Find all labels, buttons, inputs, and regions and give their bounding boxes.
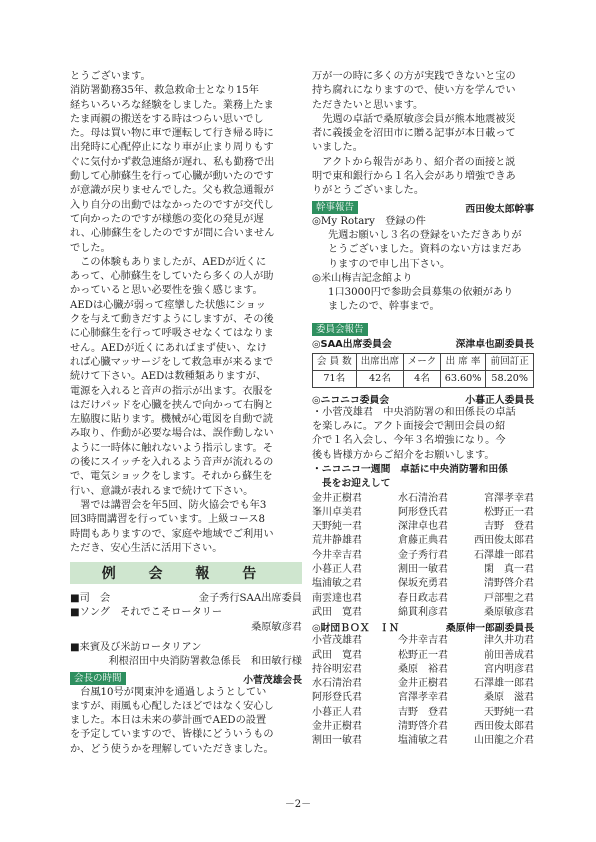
member-name: 小暮正人君 — [312, 706, 362, 718]
attendance-cell: 会 員 数 — [313, 353, 357, 370]
text-line: 経ちいろいろな経験をしました。業務上たま — [70, 99, 274, 111]
rotary-item: ◎My Rotary 登録の件 — [312, 215, 426, 227]
member-name: 春日政志君 — [398, 592, 448, 604]
member-name: 保坂充勇君 — [398, 578, 448, 590]
text-line: とうございます。 — [70, 71, 151, 82]
attendance-cell: 前回訂正 — [486, 353, 534, 370]
text-line: の後にスイッチを入れるよう音声が流れるの — [70, 457, 274, 469]
text-line: りがとうございました。 — [312, 185, 425, 197]
text-line: 時間もありますので、家庭や地域でご利用い — [70, 528, 274, 540]
weekly-names — [312, 492, 534, 621]
member-name: 前田善成君 — [484, 649, 534, 661]
section-title-banner — [70, 562, 302, 584]
text-line: ました。本日は未来の夢計画でAEDの設置 — [70, 715, 267, 727]
text-line: 台風10号が関東沖を通過しようとしてい — [80, 686, 267, 698]
text-line: あって、心肺蘇生をしていたら多くの人が助 — [70, 271, 274, 283]
right-intro-text — [312, 70, 534, 113]
member-name: 桑原 裕君 — [398, 663, 448, 675]
guests-label: ■来賓及び米訪ロータリアン — [70, 641, 202, 653]
text-line: 介で１名入会し、今年３名増強になり。今 — [312, 435, 506, 447]
member-name: 峯川卓美君 — [312, 506, 362, 518]
song-value: 桑原敏彦君 — [251, 621, 302, 633]
member-name: 阿形登氏君 — [398, 506, 448, 518]
member-name: 小菅茂雄君 — [312, 635, 362, 647]
attendance-cell: 58.20% — [486, 370, 534, 387]
section-title: 例 会 報 告 — [101, 566, 271, 583]
text-line: み取り、作動が必要な場合は、誤作動しない — [70, 428, 274, 440]
text-line: 持ち腐れになりますので、使い方を学んでい — [312, 85, 516, 97]
guests-value: 利根沼田中央消防署救急係長 和田敏行様 — [108, 656, 302, 668]
member-name: 石澤雄一郎君 — [474, 678, 534, 690]
member-name: 宮澤孝幸君 — [484, 492, 534, 504]
box-title: ◎財団ＢＯＸ ＩＮ — [312, 623, 399, 635]
attendance-cell: 4名 — [404, 370, 441, 387]
right-donation-paragraph — [312, 113, 534, 156]
member-name: 桑原敏彦君 — [484, 606, 534, 618]
member-name: 今井幸吉君 — [312, 549, 362, 561]
iinkai-badge: 委員会報告 — [312, 323, 368, 336]
right-column — [312, 70, 534, 749]
text-line: ますが、雨風も心配したほどではなく安心し — [70, 700, 274, 712]
member-name: 割田一敏君 — [398, 564, 448, 576]
text-line: 後も皆様方からご紹介をお願いします。 — [312, 449, 495, 461]
shikai-value: 金子秀行SAA出席委員 — [198, 593, 302, 605]
text-line: ・小菅茂雄君 中央消防署の和田係長の卓話 — [312, 406, 516, 418]
member-name: 小暮正人君 — [312, 564, 362, 576]
member-name: 吉野 登君 — [398, 706, 448, 718]
text-line: た。母は買い物に車で運転して行き帰る時に — [70, 128, 274, 140]
text-line: ただきたいと思います。 — [312, 99, 424, 111]
text-line: を予定していますので、皆様にどういうもの — [70, 729, 274, 741]
text-line: が意識が戻りませんでした。父も救急通報が — [70, 185, 274, 197]
text-line: たま両親の搬送をする時はつらい思いでし — [70, 113, 264, 125]
member-name: 山田龍之介君 — [474, 735, 534, 747]
text-line: で、電気ショックをします。それから蘇生を — [70, 471, 273, 483]
left-column — [70, 70, 302, 757]
member-name: 宮澤孝幸君 — [398, 692, 448, 704]
saa-title: ◎SAA出席委員会 — [312, 338, 392, 350]
text-line: アクトから報告があり、紹介者の面接と説 — [322, 156, 516, 168]
member-name: 閑 真一君 — [484, 564, 534, 576]
shikai-row — [70, 592, 302, 606]
niko-header — [312, 392, 534, 406]
text-line: 出発時に心配停止になり車が止まり周りもす — [70, 142, 274, 154]
text-line: かっていると思い必要性を強く感じます。 — [70, 285, 263, 297]
member-name: 天野純一君 — [484, 706, 534, 718]
text-line: AEDは心臓が弱って痙攣した状態にショッ — [70, 299, 266, 311]
member-name: 水石清治君 — [398, 492, 448, 504]
text-line: はだけパッドを心臓を挟んで向かって右胸と — [70, 399, 274, 411]
member-name: 松野正一君 — [398, 649, 448, 661]
iinkai-header — [312, 317, 534, 336]
member-name: 南雲達也君 — [312, 592, 362, 604]
text-line: ただき、安心生活に活用下さい。 — [70, 542, 223, 554]
member-name: 今井幸吉君 — [398, 635, 448, 647]
rotary-text — [312, 229, 534, 272]
yonezawa-item: ◎米山梅吉記念館より — [312, 272, 413, 284]
text-line: とうございました。資料のない方はまだあ — [328, 244, 522, 256]
text-line: この体験もありましたが、AEDが近くに — [80, 256, 267, 268]
member-name: 天野純一君 — [312, 521, 362, 533]
attendance-value-row — [313, 370, 534, 387]
member-name: 戸部聖之君 — [484, 592, 534, 604]
text-line: に心肺蘇生を行って呼吸させなくてはなりま — [70, 328, 274, 340]
attendance-cell: 出席出席 — [356, 353, 404, 370]
text-line: を楽しみに。アクト面接会で割田会員の紹 — [312, 421, 506, 433]
text-line: 続けて下さい。AEDは数種類ありますが、 — [70, 371, 267, 383]
text-line: 行い、意識が表れるまで続けて下さい。 — [70, 485, 254, 497]
niko-title: ◎ニコニコ委員会 — [312, 394, 390, 406]
attendance-cell: メーク — [404, 353, 441, 370]
niko-chair: 小暮正人委員長 — [465, 394, 534, 406]
box-header — [312, 620, 534, 634]
member-name: 宮内明彦君 — [484, 663, 534, 675]
text-line: 万が一の時に多くの方が実践できないと宝の — [312, 71, 516, 82]
text-line: いました。 — [312, 142, 363, 154]
text-line: 入り自分の出動ではなかったのですが交代し — [70, 199, 274, 211]
left-intro-text — [70, 70, 302, 256]
member-name: 吉野 登君 — [484, 521, 534, 533]
member-name: 金井正樹君 — [312, 492, 362, 504]
shikai-label: ■司 会 — [70, 593, 111, 605]
text-line: 先週の卓話で桑原敏彦会員が熊本地震被災 — [322, 113, 516, 125]
text-line: ぐに気付かず救急連絡が遅れ、私も勤務で出 — [70, 156, 275, 168]
text-line: れば心臓マッサージをして救急車が来るまで — [70, 356, 274, 368]
member-name: 水石清治君 — [312, 678, 362, 690]
member-name: 津久井功君 — [484, 635, 534, 647]
member-name: 金井正樹君 — [398, 678, 448, 690]
right-act-paragraph — [312, 156, 534, 199]
kanji-header — [312, 201, 534, 215]
kaicho-badge: 会長の時間 — [70, 672, 126, 685]
member-name: 石澤雄一郎君 — [474, 549, 534, 561]
text-line: ように一時体に触れないよう指示します。そ — [70, 442, 273, 454]
text-line: 消防署勤務35年、救急救命士となり15年 — [70, 85, 259, 97]
member-name: 割田一敏君 — [312, 735, 362, 747]
text-line: 者に義援金を沼田市に贈る記事が本日載って — [312, 128, 516, 140]
member-name: 荒井静雄君 — [312, 535, 362, 547]
yonezawa-text — [312, 286, 534, 315]
text-line: て向かったのですが様態の変化の発見が遅 — [70, 213, 264, 225]
kaicho-name: 小菅茂雄会長 — [243, 674, 302, 686]
member-name: 西田俊太郎君 — [474, 720, 534, 732]
kanji-name: 西田俊太郎幹事 — [465, 203, 534, 215]
kanji-badge: 幹事報告 — [312, 201, 358, 214]
weekly-line1: ・ニコニコ一週間 卓話に中央消防署和田係 — [312, 463, 508, 475]
text-line: 明で東和銀行から１名入会があり増強できあ — [312, 171, 516, 183]
text-line: 動して心肺蘇生を行って心臓が動いたのです — [70, 171, 274, 183]
text-line: 先週お願いし３名の登録をいただきありが — [328, 229, 522, 241]
member-name: 武田 寛君 — [312, 606, 362, 618]
member-name: 綿貫利彦君 — [398, 606, 448, 618]
member-name: 西田俊太郎君 — [474, 535, 534, 547]
text-line: クを与えて動きだすようにしますが、その後 — [70, 314, 274, 326]
member-name: 塩浦敏之君 — [398, 735, 448, 747]
attendance-cell: 71名 — [313, 370, 357, 387]
member-name: 倉藤正典君 — [398, 535, 448, 547]
text-line: 1口3000円で参助会員募集の依頼があり — [328, 287, 514, 299]
niko-text — [312, 406, 534, 463]
attendance-cell: 42名 — [356, 370, 404, 387]
saa-header — [312, 336, 534, 350]
kaicho-paragraph — [70, 686, 302, 757]
attendance-cell: 63.60% — [440, 370, 486, 387]
text-line: 回3時間講習を行っています。上級コース8 — [70, 514, 266, 526]
text-line: 電源を入れると音声の指示が出ます。衣服を — [70, 385, 273, 397]
member-name: 金井正樹君 — [312, 720, 362, 732]
text-line: 署では講習会を年5回、防火協会でも年3 — [80, 499, 267, 511]
text-line: か、どう使うかを理解していただきました。 — [70, 743, 274, 755]
member-name: 桑原 滋君 — [484, 692, 534, 704]
member-name: 武田 寛君 — [312, 649, 362, 661]
saa-chair: 深津卓也副委員長 — [455, 338, 534, 350]
member-name: 松野正一君 — [484, 506, 534, 518]
member-name: 深津卓也君 — [398, 521, 448, 533]
member-name: 持谷明宏君 — [312, 663, 362, 675]
attendance-cell: 出 席 率 — [440, 353, 486, 370]
box-names — [312, 634, 534, 748]
left-training-paragraph — [70, 499, 302, 556]
member-name: 清野啓介君 — [398, 720, 448, 732]
box-chair: 桑原伸一郎副委員長 — [445, 623, 534, 635]
text-line: ましたので、幹事まで。 — [328, 301, 440, 313]
attendance-header-row — [313, 353, 534, 370]
weekly-line2: 長をお迎えして — [321, 478, 391, 490]
text-line: せん。AEDが近くにあればまず使い、なけ — [70, 342, 267, 354]
kaicho-header — [70, 672, 302, 686]
member-name: 塩浦敏之君 — [312, 578, 362, 590]
page-number: －2－ — [284, 799, 312, 810]
song-label: ■ソング それでこそロータリー — [70, 607, 223, 619]
text-line: りますので申し出下さい。 — [328, 258, 451, 270]
member-name: 金子秀行君 — [398, 549, 448, 561]
text-line: 左脇腹に貼ります。機械が心電図を自動で読 — [70, 414, 273, 426]
text-line: れ、心肺蘇生をしたのですが間に合いません — [70, 228, 275, 240]
member-name: 清野啓介君 — [484, 578, 534, 590]
text-line: でした。 — [70, 242, 111, 254]
attendance-table — [312, 353, 534, 388]
left-aed-paragraph — [70, 256, 302, 499]
member-name: 阿形登氏君 — [312, 692, 362, 704]
